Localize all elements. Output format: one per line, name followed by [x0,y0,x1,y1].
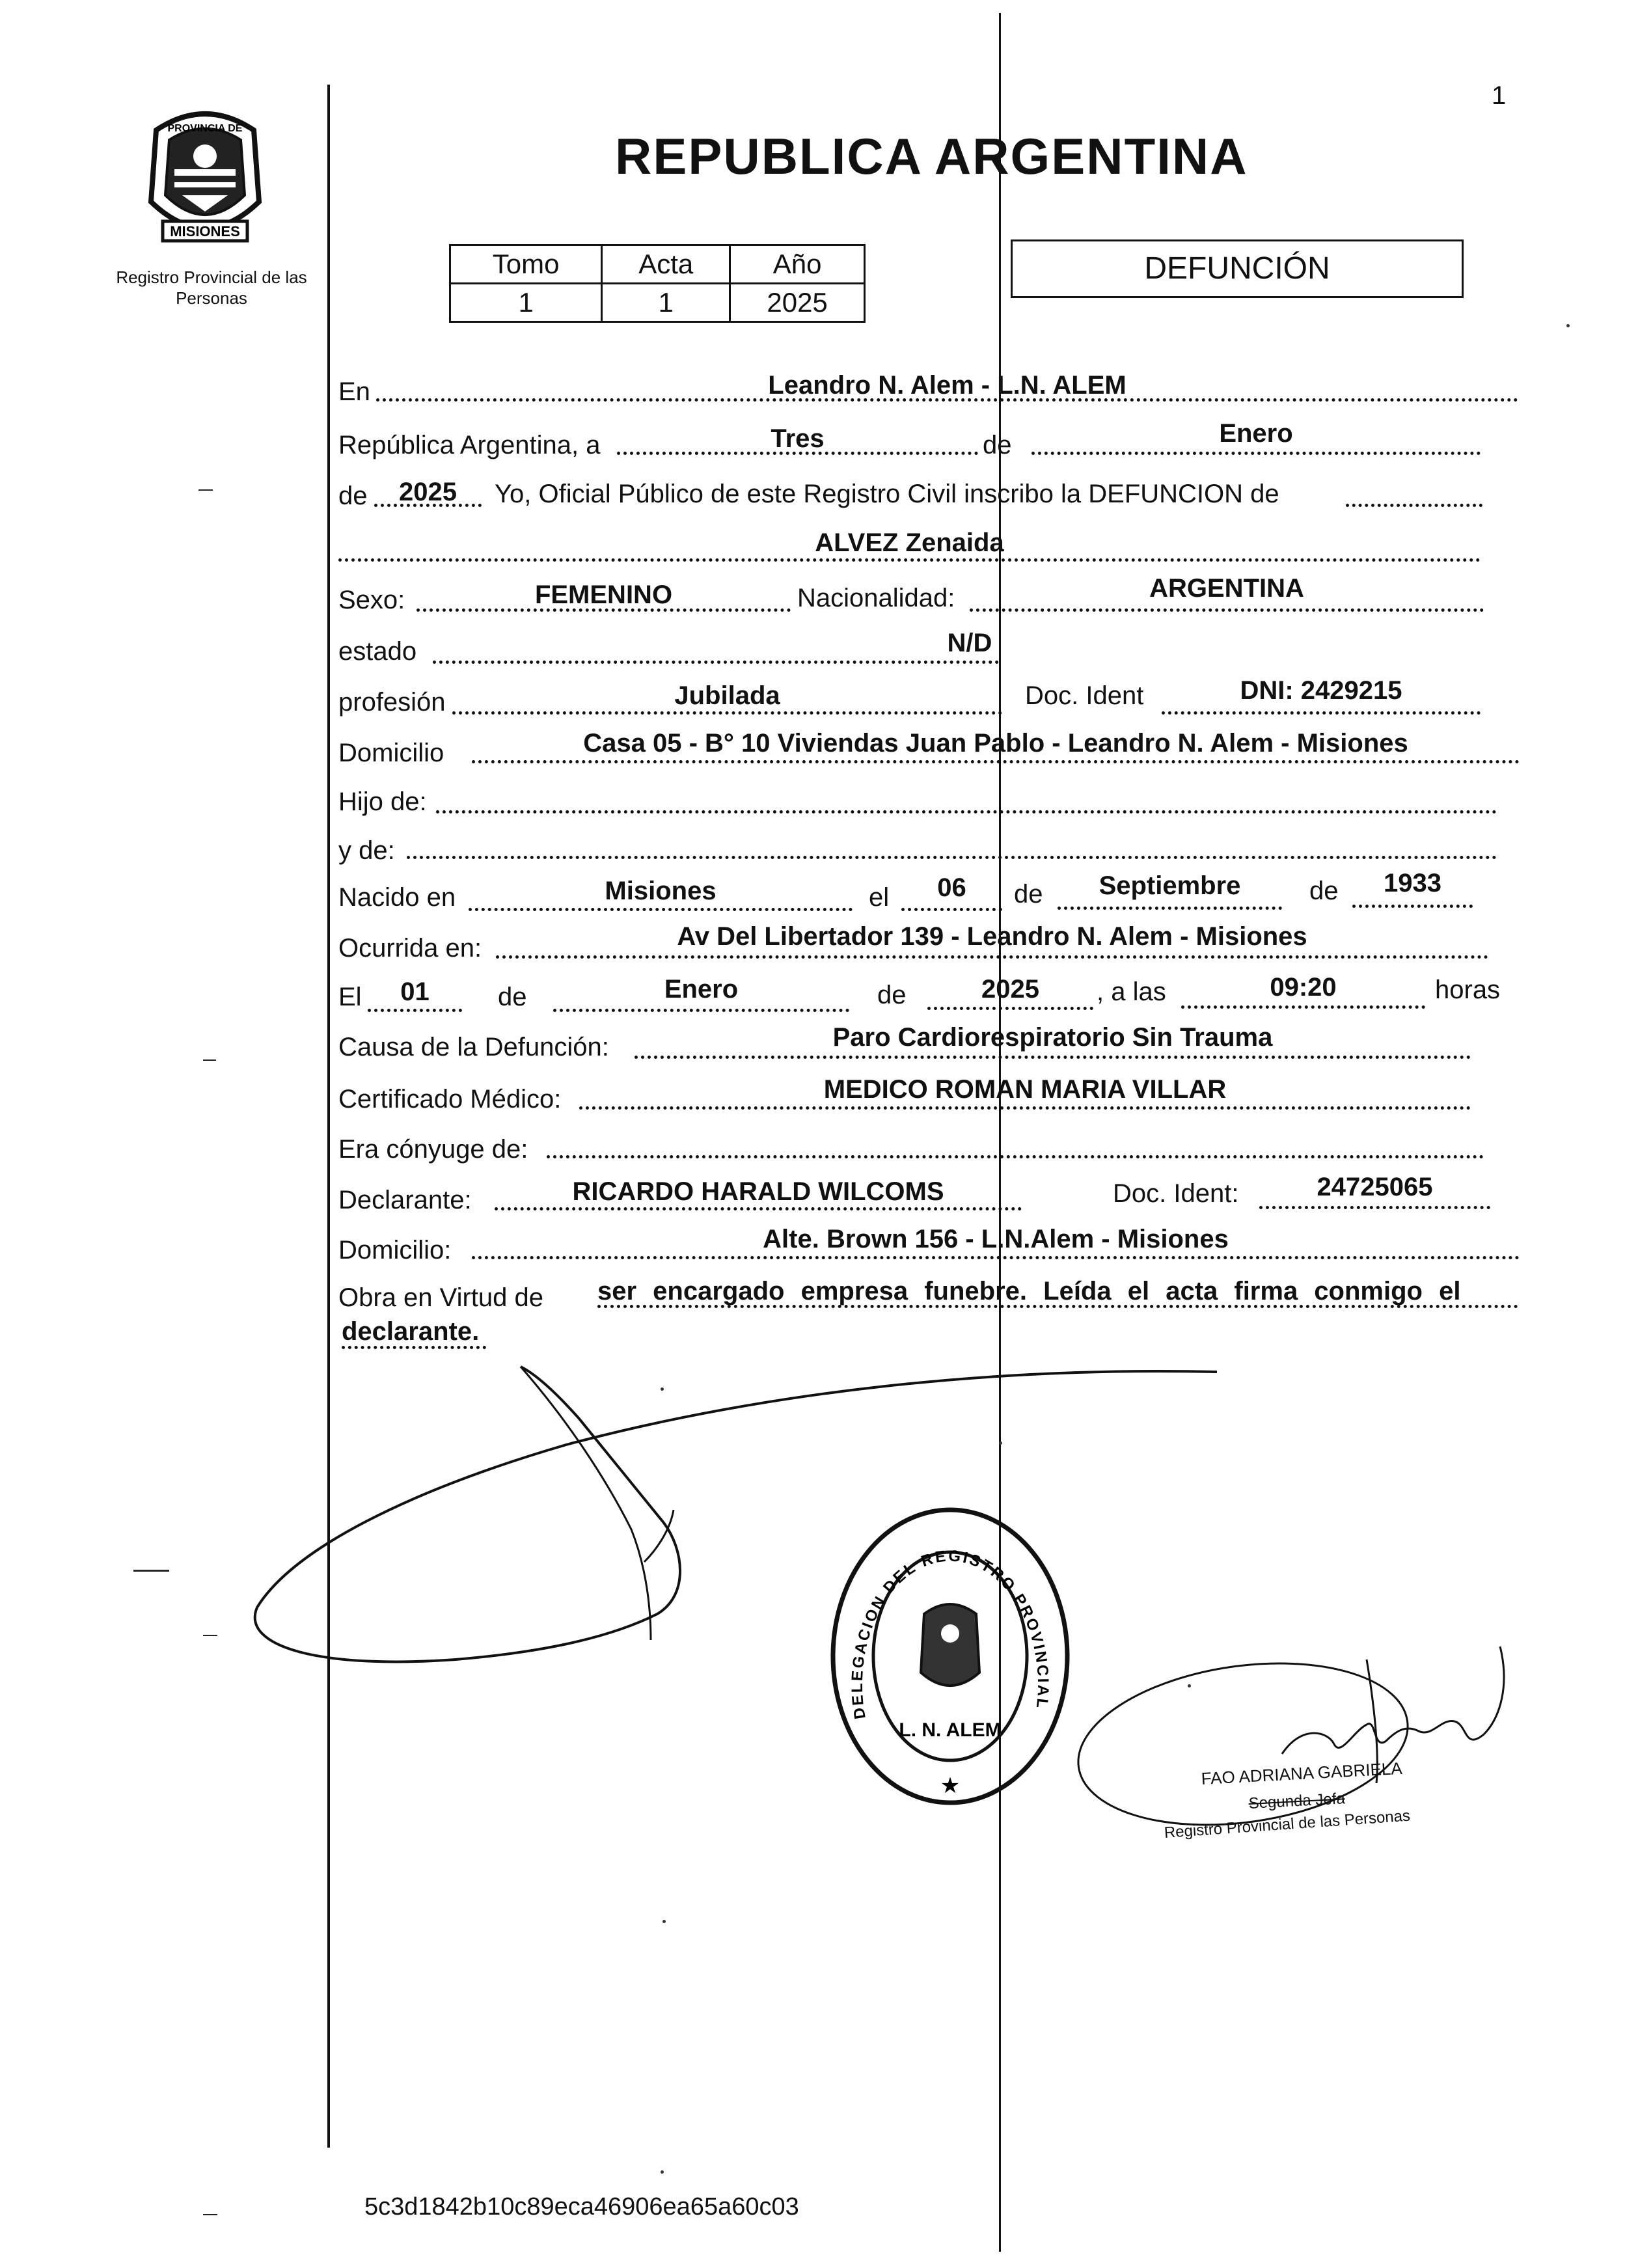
dots-def-anio [927,1007,1093,1010]
seal-inner-text: L. N. ALEM [899,1719,1002,1741]
label-de-def-anio: de [877,981,907,1009]
official-org: Registro Provincial de las Personas [1164,1807,1411,1842]
value-estado: N/D [947,629,992,657]
label-certificado: Certificado Médico: [338,1085,562,1114]
scan-mark [133,1570,169,1572]
dots-certificado [579,1106,1471,1110]
scan-speck [661,1387,664,1391]
scan-speck [662,1920,666,1923]
dots-causa [635,1056,1471,1059]
header-anio: Año [730,245,865,284]
label-horas: horas [1435,976,1501,1004]
label-estado: estado [338,637,417,666]
label-profesion: profesión [338,688,446,717]
dots-declarante-domicilio [472,1256,1520,1259]
province-logo [143,104,267,254]
label-de-nac-mes: de [1014,880,1043,909]
scan-mark [203,1635,217,1636]
label-en: En [338,377,370,406]
label-doc-ident-2: Doc. Ident: [1113,1179,1239,1208]
official-role: Segunda Jefa [1248,1790,1346,1812]
value-obra-line1: ser encargado empresa funebre. Leída el acta firma conmigo el [597,1277,1461,1305]
value-profesion: Jubilada [674,681,780,710]
dots-nacido-en [469,908,853,911]
value-def-anio: 2025 [981,975,1039,1004]
header-tomo: Tomo [450,245,602,284]
value-nac-anio: 1933 [1384,869,1441,897]
label-nacido-en: Nacido en [338,883,456,912]
value-certificado: MEDICO ROMAN MARIA VILLAR [823,1075,1227,1104]
value-nac-mes: Septiembre [1099,871,1241,900]
scan-speck [1566,324,1570,327]
scan-speck [999,1441,1002,1445]
dots-nac-mes [1058,907,1282,910]
dots-hora [1181,1005,1425,1009]
record-type-box: DEFUNCIÓN [1011,239,1464,298]
value-sexo: FEMENINO [534,581,673,609]
label-sexo: Sexo: [338,586,405,614]
value-obra-line2: declarante. [342,1317,480,1346]
label-el-def: El [338,983,362,1011]
value-nacionalidad: ARGENTINA [1149,574,1304,603]
scan-speck [661,2170,664,2174]
left-margin-rule [327,85,330,2148]
label-declarante: Declarante: [338,1186,472,1214]
label-conyuge: Era cónyuge de: [338,1135,528,1164]
dots-ocurrida [496,955,1488,959]
value-nombre: ALVEZ Zenaida [815,528,1004,557]
label-de-nac-anio: de [1309,877,1339,905]
label-el-nac: el [869,883,890,912]
value-hora: 09:20 [1270,973,1337,1002]
label-causa: Causa de la Defunción: [338,1033,609,1061]
scan-mark [198,489,213,491]
value-domicilio: Casa 05 - B° 10 Viviendas Juan Pablo - Leandro N. Alem - Misiones [583,729,1408,758]
label-obra: Obra en Virtud de [338,1283,544,1312]
page-title: REPUBLICA ARGENTINA [615,128,1248,185]
dots-nac-anio [1352,905,1473,908]
label-de: de [983,431,1012,459]
scan-mark [203,2214,217,2215]
dots-y-de [407,856,1497,859]
value-def-dia: 01 [400,977,430,1006]
label-y-de: y de: [338,836,395,865]
label-doc-ident: Doc. Ident [1025,681,1144,710]
dots-hijo-de [436,810,1497,813]
value-causa: Paro Cardiorespiratorio Sin Trauma [832,1023,1273,1052]
value-acta: 1 [602,284,730,322]
value-nac-dia: 06 [937,873,966,902]
value-mes: Enero [1219,419,1293,448]
center-fold-rule [999,13,1001,2252]
logo-text-bottom: MISIONES [170,223,240,239]
label-domicilio: Domicilio [338,739,444,767]
dots-nacionalidad [970,608,1484,612]
dots-nombre [338,558,1481,562]
value-declarante-domicilio: Alte. Brown 156 - L.N.Alem - Misiones [763,1225,1229,1253]
label-domicilio-2: Domicilio: [338,1236,452,1264]
dots-profesion [452,711,1002,715]
dots-declarante [495,1207,1022,1210]
seal-outer-text: DELEGACION DEL REGISTRO PROVINCIAL [848,1547,1052,1721]
header-acta: Acta [602,245,730,284]
value-anio: 2025 [730,284,865,322]
document-hash: 5c3d1842b10c89eca46906ea65a60c03 [364,2193,799,2220]
dots-declarante-doc [1259,1206,1490,1209]
dots-nac-dia [901,908,1002,911]
logo-text-top: PROVINCIA DE [167,123,243,134]
value-ocurrida-en: Av Del Libertador 139 - Leandro N. Alem - Misiones [677,922,1307,951]
page-number: 1 [1492,81,1507,110]
label-republica: República Argentina, a [338,431,601,459]
label-yo-oficial: Yo, Oficial Público de este Registro Civil inscribo la DEFUNCION de [495,480,1279,508]
dots-def-mes [553,1009,849,1012]
dots-yo-end [1346,504,1482,507]
label-de-def-mes: de [498,983,527,1011]
value-declarante-doc: 24725065 [1317,1173,1433,1201]
label-ocurrida-en: Ocurrida en: [338,934,482,963]
organization-name: Registro Provincial de las Personas [116,267,307,308]
value-lugar: Leandro N. Alem - L.N. ALEM [768,371,1127,400]
dots-domicilio [472,760,1520,763]
label-nacionalidad: Nacionalidad: [797,584,955,612]
value-anio: 2025 [399,478,457,506]
scan-speck [1188,1684,1191,1687]
value-dia: Tres [771,424,825,453]
dots-conyuge [547,1155,1484,1158]
label-a-las: , a las [1097,977,1166,1006]
dots-estado [433,661,999,664]
record-table [449,244,866,323]
dots-def-dia [368,1009,462,1012]
label-hijo-de: Hijo de: [338,787,427,816]
scan-mark [203,1059,216,1061]
value-declarante: RICARDO HARALD WILCOMS [572,1177,944,1206]
official-name: FAO ADRIANA GABRIELA [1201,1758,1403,1788]
value-tomo: 1 [450,284,602,322]
value-nacido-en: Misiones [605,877,717,905]
dots-doc [1162,711,1481,715]
official-seal [826,1503,1074,1809]
dots-obra-2 [342,1346,486,1349]
dots-obra-1 [597,1305,1518,1308]
dots-mes [1031,452,1481,455]
value-def-mes: Enero [664,975,739,1004]
label-de-anio: de [338,482,368,510]
value-doc: DNI: 2429215 [1240,676,1402,705]
svg-text:★: ★ [940,1773,961,1799]
